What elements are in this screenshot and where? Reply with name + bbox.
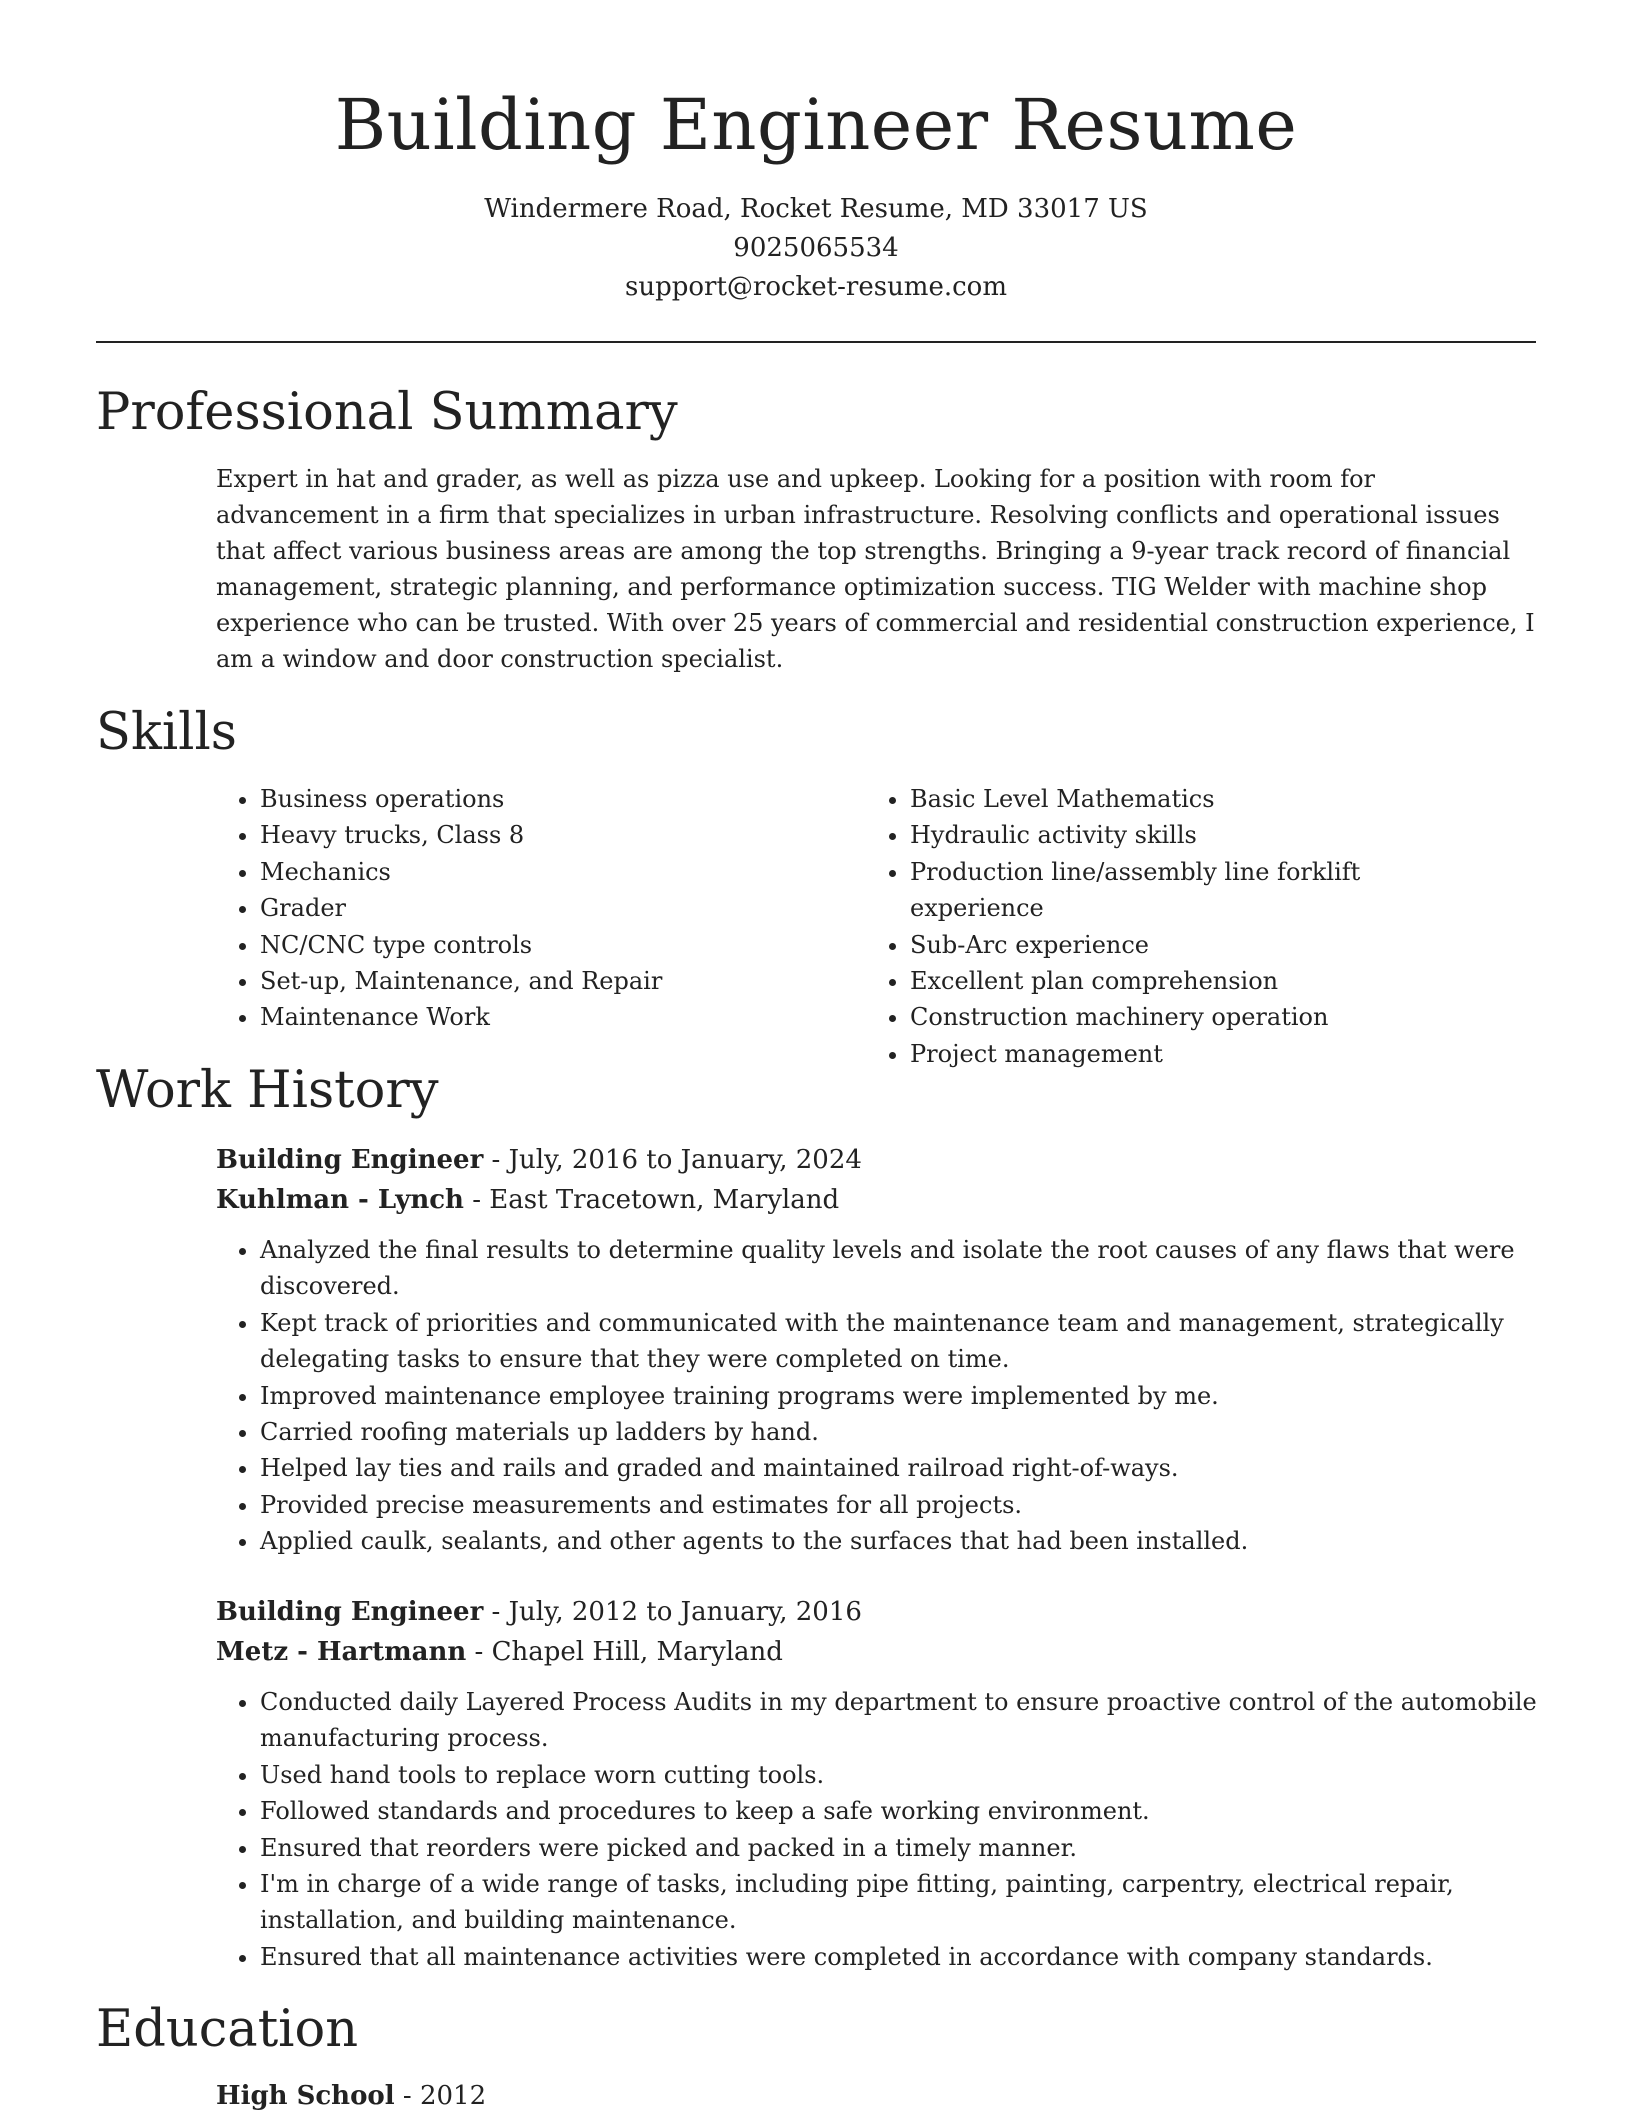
education-school: High School xyxy=(216,2081,395,2111)
skill-item: • Excellent plan comprehension xyxy=(910,963,1476,999)
job-title-line xyxy=(216,1140,1541,1180)
skill-item: • Set-up, Maintenance, and Repair xyxy=(260,963,826,999)
skills-heading: Skills xyxy=(96,703,237,762)
skill-item: • Grader xyxy=(260,890,826,926)
resume-page xyxy=(96,0,1536,2112)
header-divider xyxy=(96,341,1536,343)
job-dates: - July, 2016 to January, 2024 xyxy=(483,1145,862,1175)
job-bullet: • I'm in charge of a wide range of tasks, including pipe fitting, painting, carpentry, electrical repair, installation, and building maintenance. xyxy=(260,1866,1541,1939)
job-bullet: • Provided precise measurements and estimates for all projects. xyxy=(260,1487,1541,1523)
summary-text: Expert in hat and grader, as well as pizza use and upkeep. Looking for a position with room for advancement in a firm that specializes in urban infrastructure. Resolving conflicts and operational issues that affect various business areas are among the top strengths. Bringing a 9-year track record of financial management, strategic planning, and performance optimization success. TIG Welder with machine shop experience who can be trusted. With over 25 years of commercial and residential construction experience, I am a window and door construction specialist. xyxy=(216,465,1535,673)
job-bullet: • Ensured that all maintenance activities were completed in accordance with company standards. xyxy=(260,1939,1541,1975)
job-bullet: • Used hand tools to replace worn cutting tools. xyxy=(260,1757,1541,1793)
job-role: Building Engineer xyxy=(216,1597,484,1627)
job-location: - Chapel Hill, Maryland xyxy=(466,1637,783,1667)
job-title-line xyxy=(216,1592,1541,1632)
job-company-line xyxy=(216,1180,1541,1220)
job-bullet: • Conducted daily Layered Process Audits in my department to ensure proactive control of the automobile manufacturing process. xyxy=(260,1684,1541,1757)
job-bullet: • Ensured that reorders were picked and packed in a timely manner. xyxy=(260,1830,1541,1866)
job-bullet: • Helped lay ties and rails and graded and maintained railroad right-of-ways. xyxy=(260,1450,1541,1486)
job-location: - East Tracetown, Maryland xyxy=(463,1185,840,1215)
summary-heading: Professional Summary xyxy=(96,383,678,442)
education-entry xyxy=(216,2076,1541,2112)
job-company: Kuhlman - Lynch xyxy=(216,1185,464,1215)
work-history-heading: Work History xyxy=(96,1061,439,1120)
job-bullet: • Followed standards and procedures to keep a safe working environment. xyxy=(260,1793,1541,1829)
job-bullet: • Analyzed the final results to determine quality levels and isolate the root causes of any flaws that were discovered. xyxy=(260,1232,1541,1305)
skill-item: • Hydraulic activity skills xyxy=(910,817,1476,853)
contact-email: support@rocket-resume.com xyxy=(624,272,1007,302)
skills-list-right xyxy=(866,781,1476,1072)
skills-column-right xyxy=(866,781,1476,1072)
skill-item: • Business operations xyxy=(260,781,826,817)
skill-item: • Construction machinery operation xyxy=(910,999,1476,1035)
job-company: Metz - Hartmann xyxy=(216,1637,467,1667)
job-entry-1 xyxy=(216,1140,1541,1560)
job-entry-2 xyxy=(216,1592,1541,1975)
education-year: - 2012 xyxy=(394,2081,487,2111)
contact-address: Windermere Road, Rocket Resume, MD 33017 US xyxy=(484,194,1148,224)
resume-title: Building Engineer Resume xyxy=(334,84,1298,166)
skill-item: • Production line/assembly line forklift experience xyxy=(910,854,1476,927)
skill-item: • Basic Level Mathematics xyxy=(910,781,1476,817)
job-bullets xyxy=(216,1684,1541,1975)
job-company-line xyxy=(216,1632,1541,1672)
contact-phone: 9025065534 xyxy=(733,233,899,263)
job-bullet: • Carried roofing materials up ladders by hand. xyxy=(260,1414,1541,1450)
skill-item: • Sub-Arc experience xyxy=(910,927,1476,963)
job-bullet: • Kept track of priorities and communicated with the maintenance team and management, strategically delegating tasks to ensure that they were completed on time. xyxy=(260,1305,1541,1378)
education-heading: Education xyxy=(96,2000,359,2059)
contact-block xyxy=(96,190,1536,307)
job-bullet: • Improved maintenance employee training programs were implemented by me. xyxy=(260,1378,1541,1414)
skill-item: • Project management xyxy=(910,1036,1476,1072)
skill-item: • Heavy trucks, Class 8 xyxy=(260,817,826,853)
job-role: Building Engineer xyxy=(216,1145,484,1175)
job-dates: - July, 2012 to January, 2016 xyxy=(483,1597,862,1627)
skill-item: • NC/CNC type controls xyxy=(260,927,826,963)
skill-item: • Maintenance Work xyxy=(260,999,826,1035)
skills-list-left xyxy=(216,781,826,1036)
skills-column-left xyxy=(216,781,826,1036)
skill-item: • Mechanics xyxy=(260,854,826,890)
job-bullets xyxy=(216,1232,1541,1560)
job-bullet: • Applied caulk, sealants, and other agents to the surfaces that had been installed. xyxy=(260,1523,1541,1559)
